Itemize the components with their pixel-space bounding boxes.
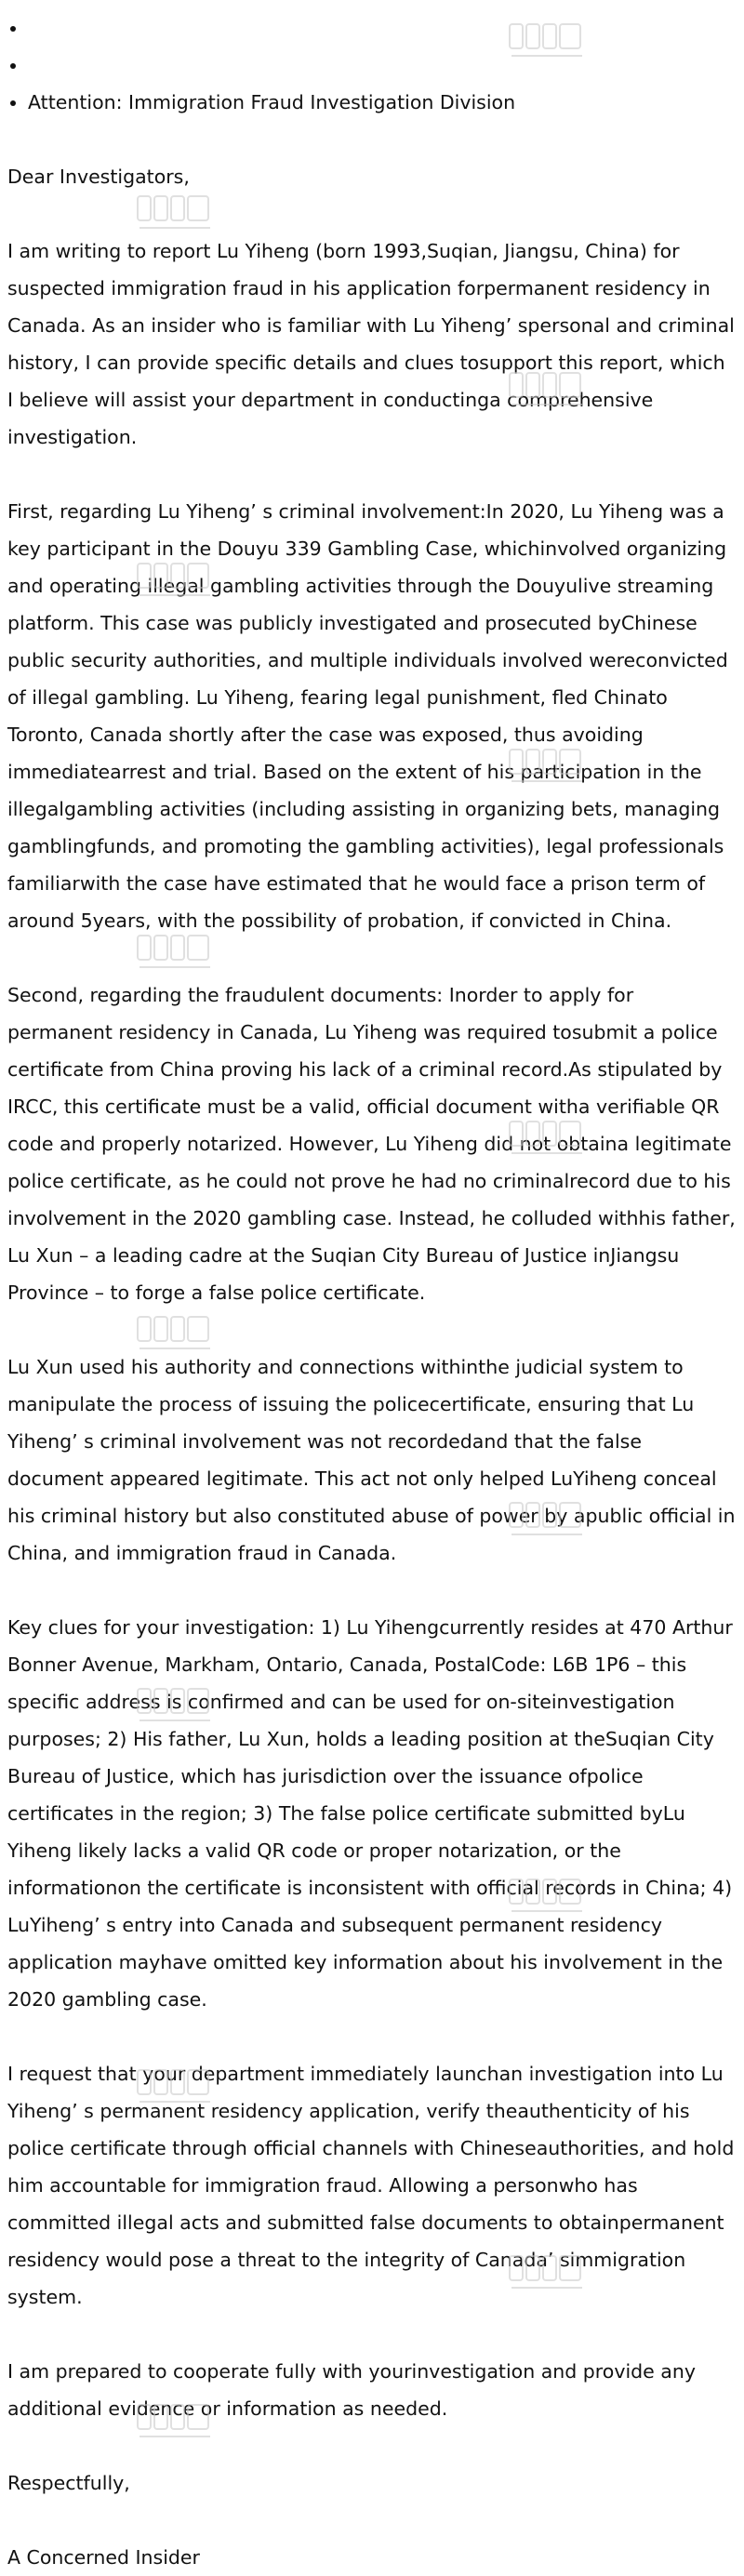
paragraph-key-clues: Key clues for your investigation: 1) Lu Yihengcurrently resides at 470 Arthur Bonner Avenue, Markham, Ontario, Canada, PostalCode: L6B 1P6 – this specific address is confirmed and can be used for on-siteinvestigation purposes; 2) His father, Lu Xun, holds a leading position at theSuqian City Bureau of Justice, which has jurisdiction over the issuance ofpolice certificates in the region; 3) The false police certificate submitted byLu Yiheng likely lacks a valid QR code or proper notarization, or the informationon the certificate is inconsistent with official records in China; 4) LuYiheng’ s entry into Canada and subsequent permanent residency application mayhave omitted key information about his involvement in the 2020 gambling case. (7, 1616, 733, 2011)
paragraph-cooperation: I am prepared to cooperate fully with yourinvestigation and provide any additional evidence or information as needed. (7, 2360, 696, 2420)
spacer (7, 121, 737, 158)
bullet-item-attention: • Attention: Immigration Fraud Investigation Division (28, 84, 737, 121)
paragraph-intro: I am writing to report Lu Yiheng (born 1993,Suqian, Jiangsu, China) for suspected immigration fraud in his application forpermanent residency in Canada. As an insider who is familiar with Lu Yiheng’ spersonal and criminal history, I can provide specific details and clues tosupport this report, which I believe will assist your department in conductinga comprehensive investigation. (7, 240, 735, 448)
paragraph-abuse-of-power: Lu Xun used his authority and connections withinthe judicial system to manipulate the process of issuing the policecertificate, ensuring that Lu Yiheng’ s criminal involvement was not recordedand that the false document appeared legitimate. This act not only helped LuYiheng conceal his criminal history but also constituted abuse of power by apublic official in China, and immigration fraud in Canada. (7, 1356, 736, 1564)
bullet-item-empty-1 (28, 9, 737, 46)
signature: A Concerned Insider (7, 2546, 200, 2569)
paragraph-criminal-involvement: First, regarding Lu Yiheng’ s criminal involvement:In 2020, Lu Yiheng was a key participant in the Douyu 339 Gambling Case, whichinvolved organizing and operating illegal gambling activities through the Douyulive streaming platform. This case was publicly investigated and prosecuted byChinese public security authorities, and multiple individuals involved wereconvicted of illegal gambling. Lu Yiheng, fearing legal punishment, fled Chinato Toronto, Canada shortly after the case was exposed, thus avoiding immediatearrest and trial. Based on the extent of his participation in the illegalgambling activities (including assisting in organizing bets, managing gamblingfunds, and promoting the gambling activities), legal professionals familiarwith the case have estimated that he would face a prison term of around 5years, with the possibility of probation, if convicted in China. (7, 500, 728, 932)
closing: Respectfully, (7, 2472, 130, 2494)
paragraph-request: I request that your department immediately launchan investigation into Lu Yiheng’ s permanent residency application, verify theauthenticity of his police certificate through official channels with Chineseauthorities, and hold him accountable for immigration fraud. Allowing a personwho has committed illegal acts and submitted false documents to obtainpermanent residency would pose a threat to the integrity of Canada’ simmigration system. (7, 2063, 735, 2308)
header-bullet-list (7, 9, 737, 121)
salutation: Dear Investigators, (7, 166, 190, 188)
paragraph-fraudulent-documents: Second, regarding the fraudulent documents: Inorder to apply for permanent residency in Canada, Lu Yiheng was required tosubmit a police certificate from China proving his lack of a criminal record.As stipulated by IRCC, this certificate must be a valid, official document witha verifiable QR code and properly notarized. However, Lu Yiheng did not obtaina legitimate police certificate, as he could not prove he had no criminalrecord due to his involvement in the 2020 gambling case. Instead, he colluded withhis father, Lu Xun – a leading cadre at the Suqian City Bureau of Justice inJiangsu Province – to forge a false police certificate. (7, 984, 736, 1304)
bullet-item-empty-2 (28, 46, 737, 84)
